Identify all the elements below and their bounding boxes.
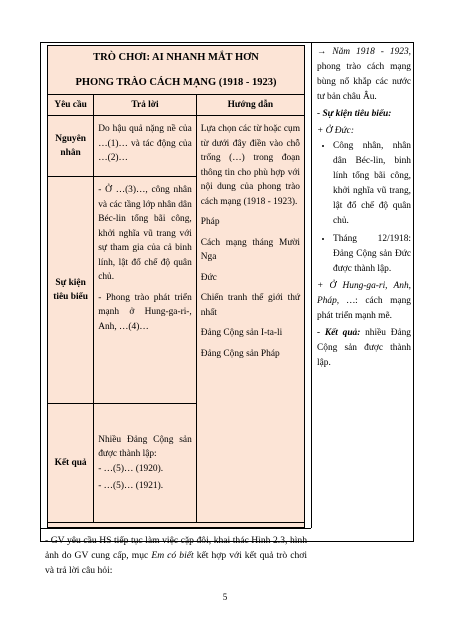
germany-heading: + Ở Đức: bbox=[317, 126, 354, 136]
game-table bbox=[47, 94, 305, 523]
guide-option: Chiến tranh thế giới thứ nhất bbox=[200, 293, 300, 318]
column-divider bbox=[311, 43, 312, 528]
answer-result bbox=[94, 404, 197, 523]
arrow-icon: → bbox=[317, 47, 333, 57]
label-events: Sự kiện tiêu biểu bbox=[48, 177, 94, 404]
teacher-instruction bbox=[45, 533, 307, 578]
summary-intro bbox=[317, 45, 411, 105]
guide-option: Pháp bbox=[200, 217, 220, 227]
label-result: Kết quả bbox=[48, 404, 94, 523]
answer-result-a: Nhiều Đảng Cộng sản được thành lập: bbox=[98, 434, 192, 459]
header-row bbox=[48, 95, 305, 116]
header-guide: Hướng dẫn bbox=[196, 95, 304, 116]
instruction-text: - GV yêu cầu HS tiếp tục làm việc cặp đôi, khai thác Hình 2.3, hình ảnh do GV cung cấp, mục bbox=[45, 535, 307, 561]
result-text: nhiều Đảng Cộng sản được thành lập. bbox=[317, 328, 411, 368]
other-countries-text: : cách mạng phát triển mạnh mẽ. bbox=[317, 296, 411, 321]
game-box bbox=[47, 45, 305, 528]
guide-option: Đảng Cộng sản I-ta-li bbox=[200, 328, 283, 338]
result-label: - Kết quả: bbox=[317, 328, 361, 338]
answer-column bbox=[317, 45, 411, 371]
guide-option: Đức bbox=[200, 272, 217, 283]
guide-option: Cách mạng tháng Mười Nga bbox=[200, 237, 300, 262]
guide-cell bbox=[196, 116, 304, 523]
answer-events-a: - Ở …(3)…, công nhân và các tầng lớp nhân dân Béc-lin tổng bãi công, khởi nghĩa vũ trang với sự tham gia của cả binh lính, lật đổ chế độ quân chủ. bbox=[98, 185, 192, 282]
summary-intro-text: phong trào cách mạng bùng nổ khắp các nước tư bản châu Âu. bbox=[317, 62, 411, 102]
result-summary bbox=[317, 326, 411, 371]
instruction-italic: Em có biết bbox=[151, 550, 194, 561]
answer-cause: Do hậu quả nặng nề của …(1)… và tác động của …(2)… bbox=[94, 116, 197, 177]
answer-result-b: - …(5)… (1920). bbox=[98, 463, 164, 474]
page-number: 5 bbox=[222, 592, 228, 602]
germany-list bbox=[317, 139, 411, 277]
lesson-table bbox=[40, 42, 414, 576]
other-countries bbox=[317, 279, 411, 324]
other-countries-label: + Ở Hung-ga-ri, Anh, Pháp, … bbox=[317, 281, 411, 306]
game-subtitle: PHONG TRÀO CÁCH MẠNG (1918 - 1923) bbox=[75, 77, 277, 88]
answer-events bbox=[94, 177, 197, 404]
row-cause bbox=[48, 116, 305, 177]
events-heading: - Sự kiện tiêu biểu: bbox=[317, 109, 392, 119]
germany-item: • Tháng 12/1918: Đảng Cộng sản Đức được thành lập. bbox=[333, 232, 411, 277]
guide-option: Đảng Cộng sản Pháp bbox=[200, 348, 280, 359]
header-requirement: Yêu cầu bbox=[48, 95, 94, 116]
guide-intro: Lựa chọn các từ hoặc cụm từ dưới đây điền vào chỗ trống (…) trong đoạn thông tin cho phù hợp với nội dung của phong trào cách mạng (1918 - 1923). bbox=[200, 124, 300, 207]
germany-item: • Công nhân, nhân dân Béc-lin, binh lính tổng bãi công, khởi nghĩa vũ trang, lật đổ chế độ quân chủ. bbox=[333, 139, 411, 229]
answer-events-b: - Phong trào phát triển mạnh ở Hung-ga-ri-, Anh, …(4)… bbox=[98, 292, 192, 332]
answer-result-c: - …(5)… (1921). bbox=[98, 481, 164, 491]
row-divider bbox=[41, 528, 311, 529]
instruction-text-end: kết hợp với kết quả trò chơi và trả lời câu hỏi: bbox=[45, 550, 307, 576]
game-title: TRÒ CHƠI: AI NHANH MẮT HƠN bbox=[93, 52, 259, 63]
label-cause: Nguyên nhân bbox=[48, 116, 94, 177]
header-answer: Trả lời bbox=[94, 95, 197, 116]
summary-years: Năm 1918 - 1923, bbox=[332, 47, 411, 57]
